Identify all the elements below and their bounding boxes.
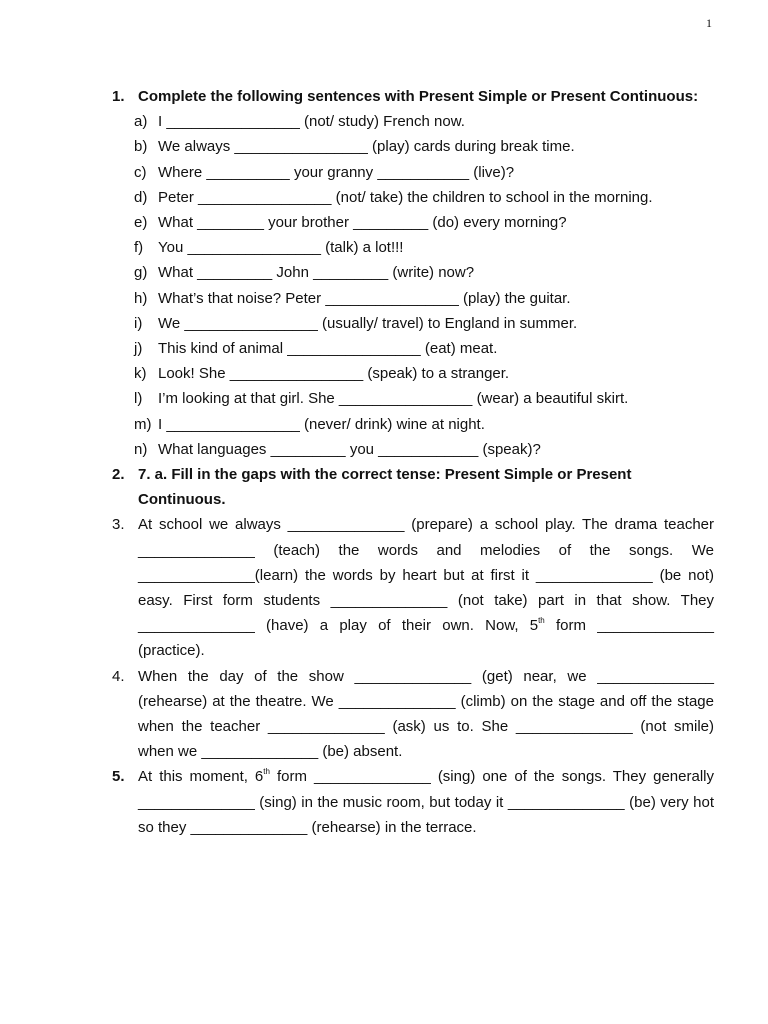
item-letter: b) xyxy=(134,138,148,156)
item-text: Look! She ________________ (speak) to a stranger. xyxy=(158,365,510,383)
item-text: What’s that noise? Peter ________________ (play) the guitar. xyxy=(158,289,571,307)
item-letter: j) xyxy=(134,340,143,358)
exercise-4 xyxy=(112,664,714,765)
exercise-1-heading: Complete the following sentences with Present Simple or Present Continuous: xyxy=(138,88,699,105)
item-letter: k) xyxy=(134,365,147,383)
item-letter: l) xyxy=(134,390,143,408)
item-text: We always ________________ (play) cards during break time. xyxy=(158,138,575,156)
exercise-4-paragraph: When the day of the show ______________ (get) near, we ______________ (rehearse) at the theatre. We ______________ (climb) on the stage and off the stage when the teacher ______________ (ask) us to. She ______________ (not smile) when we ______________ (be) absent. xyxy=(138,667,714,761)
item-text: What ________ your brother _________ (do) every morning? xyxy=(158,214,567,232)
list-item xyxy=(112,109,714,134)
exercise-3-paragraph xyxy=(138,512,714,663)
exercise-1-items xyxy=(112,109,714,462)
list-item xyxy=(112,185,714,210)
exercise-2-number: 2. xyxy=(112,466,125,484)
exercise-5 xyxy=(112,764,714,840)
item-text: Peter ________________ (not/ take) the children to school in the morning. xyxy=(158,188,653,206)
exercise-3-text-end: form ______________ (practice). xyxy=(138,617,714,660)
exercise-3-text-start: At school we always ______________ (prepare) a school play. The drama teacher ______________ (teach) the words and melodies of the songs. We ______________(learn) the words by heart but at first it ______________ (be not) easy. First form students ______________ (not take) part in that show. They ______________ (have) a play of their own. Now, 5 xyxy=(138,516,714,635)
item-text: What languages _________ you ____________ (speak)? xyxy=(158,440,541,458)
item-text: I’m looking at that girl. She ________________ (wear) a beautiful skirt. xyxy=(158,390,629,408)
exercise-1-number: 1. xyxy=(112,88,125,105)
exercise-5-text-start: At this moment, 6 xyxy=(138,768,264,786)
exercise-2 xyxy=(112,462,714,512)
list-item xyxy=(112,386,714,411)
item-text: I ________________ (never/ drink) wine at night. xyxy=(158,415,485,433)
item-text: This kind of animal ________________ (eat) meat. xyxy=(158,340,498,358)
list-item xyxy=(112,361,714,386)
page-number: 1 xyxy=(706,16,712,30)
exercise-3-number: 3. xyxy=(112,516,125,534)
list-item xyxy=(112,336,714,361)
exercise-5-number: 5. xyxy=(112,768,125,786)
exercise-4-number: 4. xyxy=(112,667,125,685)
item-letter: g) xyxy=(134,264,148,282)
item-letter: m) xyxy=(134,415,152,433)
item-letter: a) xyxy=(134,113,148,131)
item-text: We ________________ (usually/ travel) to England in summer. xyxy=(158,314,578,332)
item-letter: n) xyxy=(134,440,148,458)
exercise-3 xyxy=(112,512,714,663)
list-item xyxy=(112,286,714,311)
exercise-5-paragraph xyxy=(138,764,714,840)
list-item xyxy=(112,260,714,285)
list-item xyxy=(112,311,714,336)
list-item xyxy=(112,134,714,159)
item-text: Where __________ your granny ___________ (live)? xyxy=(158,163,515,181)
item-text: What _________ John _________ (write) now? xyxy=(158,264,475,282)
list-item xyxy=(112,437,714,462)
exercise-2-heading: 7. a. Fill in the gaps with the correct tense: Present Simple or Present Continuous. xyxy=(138,466,632,509)
worksheet-body xyxy=(112,84,714,840)
list-item xyxy=(112,210,714,235)
item-text: You ________________ (talk) a lot!!! xyxy=(158,239,404,257)
item-letter: f) xyxy=(134,239,144,257)
item-letter: e) xyxy=(134,214,148,232)
exercise-1 xyxy=(112,84,714,109)
list-item xyxy=(112,412,714,437)
item-letter: c) xyxy=(134,163,147,181)
item-letter: i) xyxy=(134,314,143,332)
exercise-5-text-end: form ______________ (sing) one of the songs. They generally ______________ (sing) in the music room, but today it ______________ (be) very hot so they ______________ (rehearse) in the terrace. xyxy=(138,768,714,836)
item-letter: d) xyxy=(134,188,148,206)
exercise-5-superscript: th xyxy=(263,767,270,777)
list-item xyxy=(112,160,714,185)
list-item xyxy=(112,235,714,260)
item-text: I ________________ (not/ study) French now. xyxy=(158,113,465,131)
exercise-3-superscript: th xyxy=(538,616,545,626)
item-letter: h) xyxy=(134,289,148,307)
